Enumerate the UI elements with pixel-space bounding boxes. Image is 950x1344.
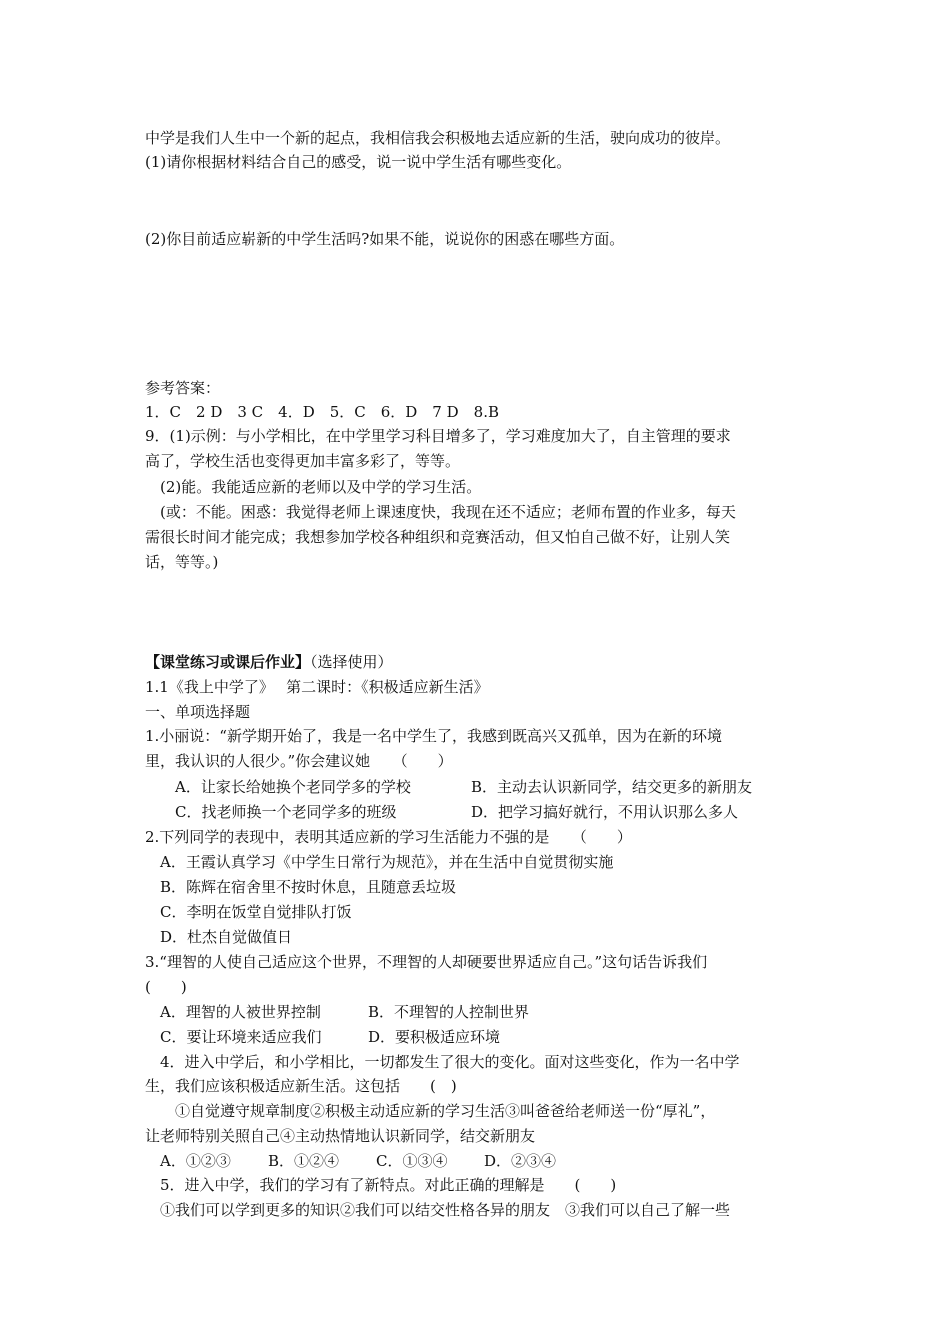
q3-option-d: D．要积极适应环境 xyxy=(368,1028,501,1046)
lesson-title: 1.1《我上中学了》 第二课时：《积极适应新生活》 xyxy=(145,678,489,696)
q1-options-row1 xyxy=(175,777,845,797)
question-2: (2)你目前适应崭新的中学生活吗?如果不能，说说你的困惑在哪些方面。 xyxy=(145,230,625,248)
q4-option-b: B．①②④ xyxy=(268,1152,340,1170)
practice-heading-title: 【课堂练习或课后作业】 xyxy=(145,653,311,671)
q4-option-c: C．①③④ xyxy=(376,1152,448,1170)
q5-items-line1: ①我们可以学到更多的知识②我们可以结交性格各异的朋友 ③我们可以自己了解一些 xyxy=(160,1201,731,1219)
q5-stem: 5．进入中学，我们的学习有了新特点。对此正确的理解是 ( ) xyxy=(160,1176,617,1194)
answer-q9-line1: 9．(1)示例：与小学相比，在中学里学习科目增多了，学习难度加大了，自主管理的要求 xyxy=(145,427,731,445)
q3-stem-line1: 3.“理智的人使自己适应这个世界，不理智的人却硬要世界适应自己。”这句话告诉我们 xyxy=(145,953,708,971)
practice-heading-note: （选择使用） xyxy=(310,653,393,671)
q4-items-line2: 让老师特别关照自己④主动热情地认识新同学，结交新朋友 xyxy=(145,1127,536,1145)
q4-option-d: D．②③④ xyxy=(484,1152,557,1170)
q4-options-row xyxy=(160,1151,830,1171)
q2-stem: 2.下列同学的表现中，表明其适应新的学习生活能力不强的是 （ ） xyxy=(145,828,632,846)
q4-stem-line2: 生，我们应该积极适应新生活。这包括 ( ) xyxy=(145,1077,457,1095)
q4-option-a: A．①②③ xyxy=(160,1152,231,1170)
q1-option-d: D．把学习搞好就行，不用认识那么多人 xyxy=(471,803,739,821)
q1-option-c: C．找老师换一个老同学多的班级 xyxy=(175,803,397,821)
q1-stem-line2: 里，我认识的人很少。”你会建议她 （ ） xyxy=(145,752,453,770)
q1-stem-line1: 1.小丽说：“新学期开始了，我是一名中学生了，我感到既高兴又孤单，因为在新的环境 xyxy=(145,727,722,745)
q4-stem-line1: 4．进入中学后，和小学相比，一切都发生了很大的变化。面对这些变化，作为一名中学 xyxy=(160,1053,740,1071)
q3-option-a: A．理智的人被世界控制 xyxy=(160,1003,321,1021)
answer-q9-part2: (2)能。我能适应新的老师以及中学的学习生活。 xyxy=(160,478,482,496)
q1-option-a: A．让家长给她换个老同学多的学校 xyxy=(175,778,411,796)
answer-q9-alt-line3: 话，等等。) xyxy=(145,553,219,571)
q3-option-b: B．不理智的人控制世界 xyxy=(368,1003,530,1021)
q2-option-d: D．杜杰自觉做值日 xyxy=(160,928,293,946)
q3-option-c: C．要让环境来适应我们 xyxy=(160,1028,322,1046)
q3-stem-line2: ( ) xyxy=(145,978,187,996)
intro-line: 中学是我们人生中一个新的起点，我相信我会积极地去适应新的生活，驶向成功的彼岸。 xyxy=(145,129,731,147)
q3-options-row2 xyxy=(160,1027,830,1047)
question-1: (1)请你根据材料结合自己的感受，说一说中学生活有哪些变化。 xyxy=(145,153,572,171)
answer-q9-alt-line2: 需很长时间才能完成；我想参加学校各种组织和竞赛活动，但又怕自己做不好，让别人笑 xyxy=(145,528,731,546)
q1-options-row2 xyxy=(175,802,845,822)
q2-option-c: C．李明在饭堂自觉排队打饭 xyxy=(160,903,352,921)
q4-items-line1: ①自觉遵守规章制度②积极主动适应新的学习生活③叫爸爸给老师送一份“厚礼”， xyxy=(175,1102,716,1120)
practice-heading xyxy=(145,652,815,672)
q1-option-b: B．主动去认识新同学，结交更多的新朋友 xyxy=(471,778,753,796)
q2-option-a: A．王霞认真学习《中学生日常行为规范》，并在生活中自觉贯彻实施 xyxy=(160,853,614,871)
answers-heading: 参考答案： xyxy=(145,379,221,397)
answer-q9-alt-line1: (或：不能。困惑：我觉得老师上课速度快，我现在还不适应；老师布置的作业多，每天 xyxy=(160,503,736,521)
q3-options-row1 xyxy=(160,1002,830,1022)
answer-q9-line2: 高了，学校生活也变得更加丰富多彩了，等等。 xyxy=(145,452,461,470)
q2-option-b: B．陈辉在宿舍里不按时休息，且随意丢垃圾 xyxy=(160,878,457,896)
answers-mc-line: 1．C 2 D 3 C 4．D 5．C 6．D 7 D 8.B xyxy=(145,403,499,421)
section-title: 一、单项选择题 xyxy=(145,703,251,721)
